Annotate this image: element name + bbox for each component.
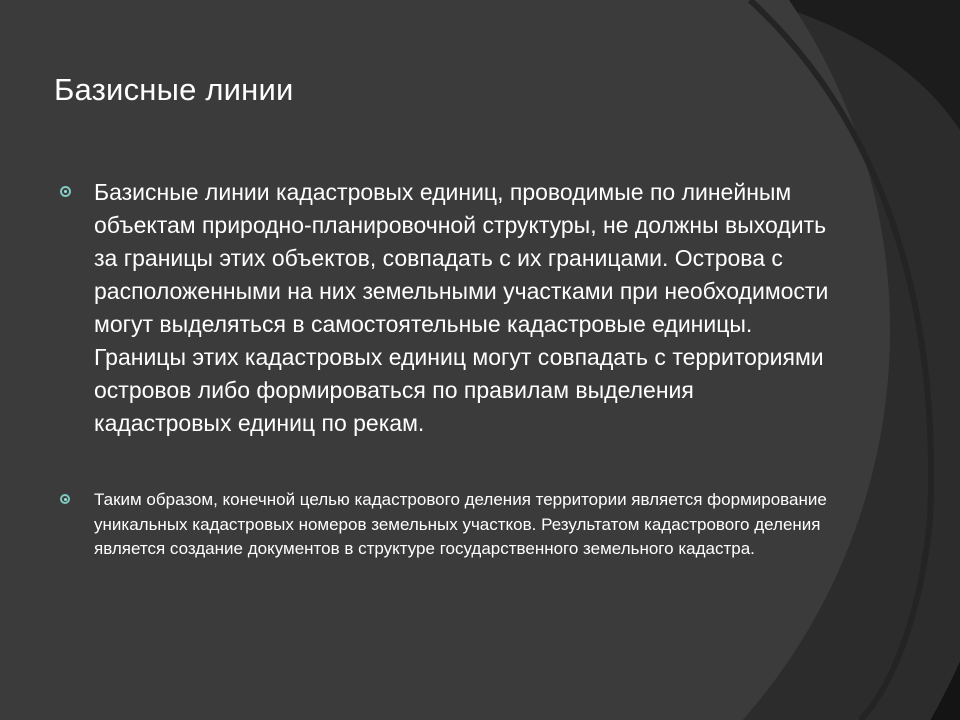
bullet-item [60,176,830,440]
circle-bullet-icon [60,494,70,504]
bullet-list [60,176,830,562]
bullet-text: Таким образом, конечной целью кадастрового деления территории является формирование уникальных кадастровых номеров земельных участков. Результатом кадастрового деления является создание документов в структуре государственного земельного кадастра. [94,490,827,558]
bullet-text: Базисные линии кадастровых единиц, проводимые по линейным объектам природно-планировочной структуры, не должны выходить за границы этих объектов, совпадать с их границами. Острова с расположенными на них земельными участками при необходимости могут выделяться в самостоятельные кадастровые единицы. Границы этих кадастровых единиц могут совпадать с территориями островов либо формироваться по правилам выделения кадастровых единиц по рекам. [94,179,829,436]
slide-title: Базисные линии [54,72,294,107]
circle-bullet-icon [60,186,71,197]
bullet-item [60,488,830,562]
